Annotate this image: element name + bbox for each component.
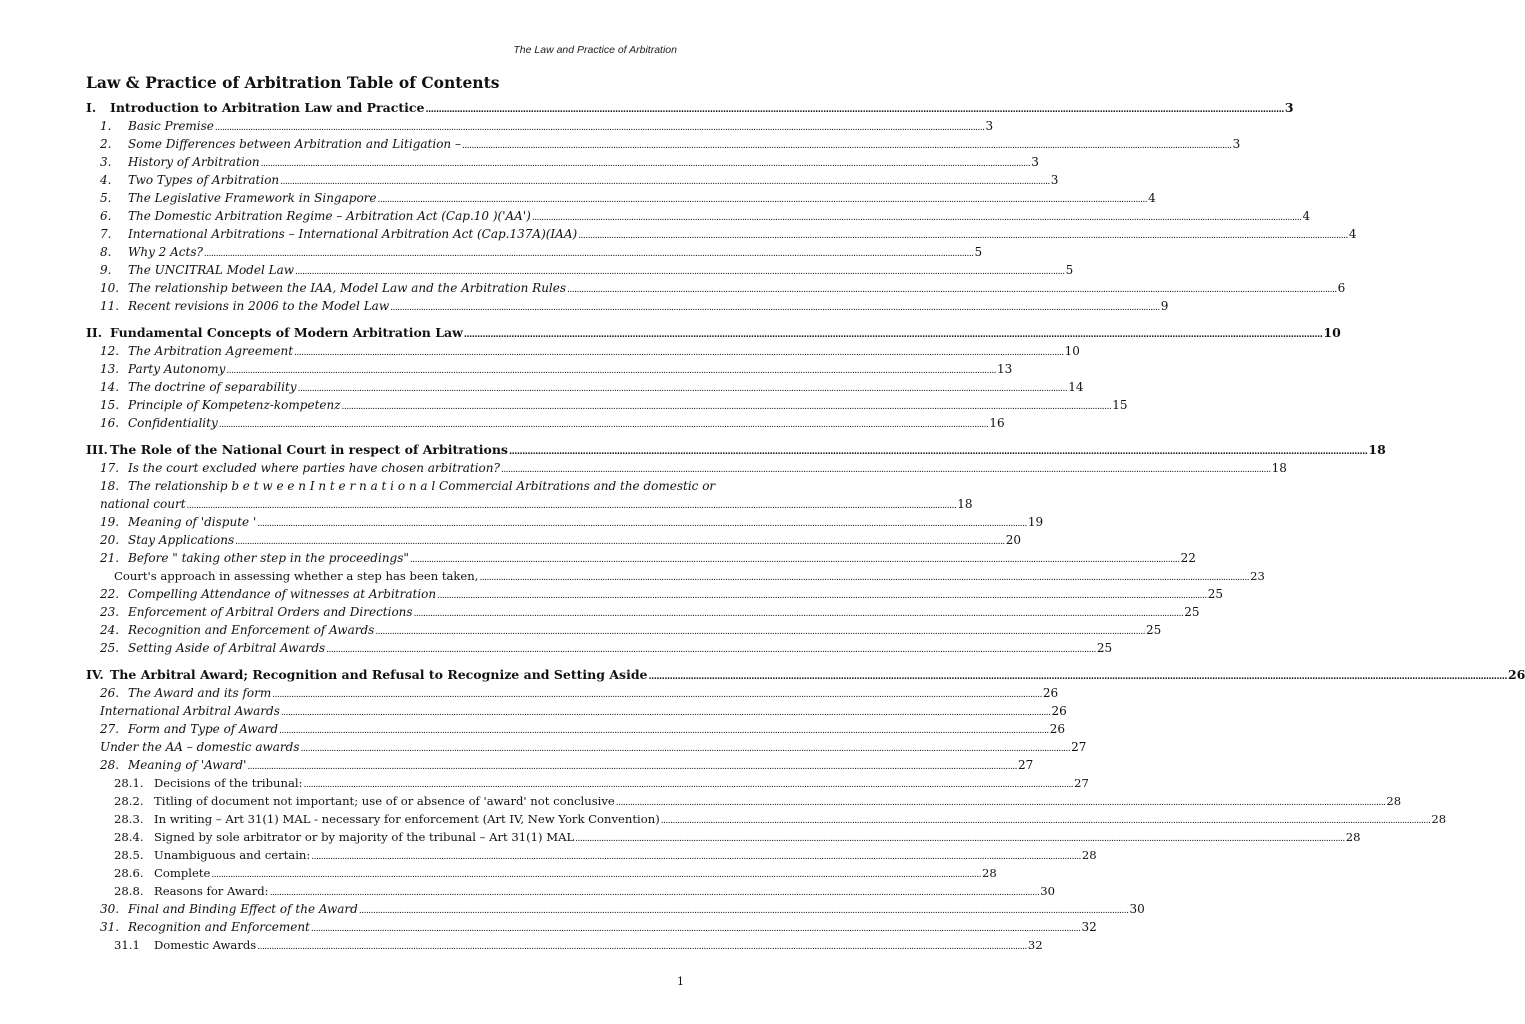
toc-entry-number: 4. [100, 173, 112, 187]
toc-entry-title: Basic Premise [128, 119, 214, 133]
toc-entry[interactable] [86, 776, 1089, 794]
dot-leader [326, 645, 1096, 655]
dot-leader [247, 762, 1017, 772]
dot-leader [257, 942, 1027, 952]
toc-entry-title: Principle of Kompetenz-kompetenz [128, 398, 341, 412]
toc-entry-number: 3. [100, 155, 112, 169]
dot-leader [272, 690, 1042, 700]
toc-entry[interactable] [86, 938, 1043, 956]
toc-entry-title: Titling of document not important; use of or absence of 'award' not conclusive [154, 794, 615, 808]
toc-entry-number: 28.4. [114, 830, 144, 844]
toc-page-number: 27 [1018, 758, 1034, 772]
page-number: 1 [677, 975, 684, 988]
section-gap [86, 317, 686, 325]
toc-entry-number: 8. [100, 245, 112, 259]
dot-leader [649, 672, 1507, 682]
toc-entry[interactable] [86, 362, 1013, 380]
toc-entry-title: Two Types of Arbitration [128, 173, 280, 187]
dot-leader [280, 177, 1050, 187]
toc-page-number: 32 [1027, 938, 1043, 952]
dot-leader [464, 330, 1322, 340]
toc-entry[interactable] [86, 263, 1074, 281]
dot-leader [532, 213, 1302, 223]
toc-entry-title: The Arbitral Award; Recognition and Refusal to Recognize and Setting Aside [110, 667, 648, 682]
toc-entry-title: Form and Type of Award [128, 722, 279, 736]
toc-entry[interactable] [86, 920, 1097, 938]
toc-entry[interactable] [86, 902, 1145, 920]
toc-page-number: 4 [1348, 227, 1357, 241]
toc-entry-number: 12. [100, 344, 120, 358]
toc-page-number: 28 [1431, 812, 1447, 826]
toc-entry-number: 31.1 [114, 938, 140, 952]
toc-entry[interactable] [86, 605, 1200, 623]
toc-entry-number: 31. [100, 920, 120, 934]
toc-entry-title: The UNCITRAL Model Law [128, 263, 295, 277]
toc-entry-title: Setting Aside of Arbitral Awards [128, 641, 326, 655]
toc-entry[interactable] [86, 704, 1067, 722]
toc-page-number: 30 [1129, 902, 1145, 916]
toc-entry-title: Confidentiality [128, 416, 218, 430]
toc-page-number: 22 [1180, 551, 1196, 565]
toc-entry[interactable] [86, 884, 1055, 902]
toc-entry-number: 28.3. [114, 812, 144, 826]
dot-leader [479, 573, 1249, 583]
toc-page-number: 26 [1049, 722, 1065, 736]
toc-entry-number: 19. [100, 515, 120, 529]
dot-leader [301, 744, 1071, 754]
dot-leader [414, 609, 1184, 619]
toc-page-number: 6 [1337, 281, 1346, 295]
toc-entry[interactable] [86, 686, 1059, 704]
toc-entry[interactable] [86, 299, 1169, 317]
dot-leader [342, 402, 1112, 412]
toc-entry-title: Unambiguous and certain: [154, 848, 311, 862]
toc-entry[interactable] [86, 794, 1402, 812]
toc-page-number: 26 [1507, 667, 1525, 682]
toc-page-number: 15 [1112, 398, 1128, 412]
toc-entry[interactable] [86, 281, 1346, 299]
dot-leader [257, 519, 1027, 529]
dot-leader [294, 348, 1064, 358]
toc-page-number: 28 [982, 866, 997, 880]
toc-entry-title: International Arbitral Awards [100, 704, 280, 718]
toc-section-heading[interactable] [86, 100, 1294, 119]
toc-entry-number: 11. [100, 299, 120, 313]
toc-entry[interactable] [86, 227, 1357, 245]
toc-entry-number: 22. [100, 587, 120, 601]
toc-page-number: 27 [1071, 740, 1087, 754]
toc-page-number: 25 [1145, 623, 1162, 637]
toc-page-number: 27 [1074, 776, 1089, 790]
toc-entry-title: Stay Applications [128, 533, 235, 547]
toc-entry-title: Fundamental Concepts of Modern Arbitration Law [110, 325, 463, 340]
toc-entry-number: 16. [100, 416, 120, 430]
dot-leader [501, 465, 1271, 475]
toc-entry[interactable] [86, 551, 1196, 569]
toc-entry-title: Why 2 Acts? [128, 245, 203, 259]
toc-entry-number: 28. [100, 758, 120, 772]
toc-entry[interactable] [86, 533, 1022, 551]
dot-leader [298, 384, 1068, 394]
toc-entry[interactable] [86, 740, 1087, 758]
dot-leader [578, 231, 1348, 241]
toc-entry-number: 15. [100, 398, 120, 412]
toc-section-heading[interactable] [86, 667, 1525, 686]
toc-page-number: 32 [1081, 920, 1097, 934]
dot-leader [375, 627, 1145, 637]
dot-leader [390, 303, 1160, 313]
running-header: The Law and Practice of Arbitration [513, 44, 677, 56]
toc-entry-number: 28.8. [114, 884, 144, 898]
toc-entry[interactable] [86, 497, 973, 515]
toc-page-number: 3 [1050, 173, 1059, 187]
toc-page-number: 5 [974, 245, 983, 259]
dot-leader [279, 726, 1049, 736]
toc-entry[interactable] [86, 641, 1113, 659]
toc-page-number: 9 [1160, 299, 1169, 313]
toc-page-number: 3 [1284, 100, 1294, 115]
toc-entry-number: 21. [100, 551, 120, 565]
toc-entry-number: 30. [100, 902, 120, 916]
toc-entry-title: Introduction to Arbitration Law and Practice [110, 100, 425, 115]
dot-leader [425, 105, 1283, 115]
dot-leader [219, 420, 989, 430]
toc-entry-title: History of Arbitration [128, 155, 260, 169]
dot-leader [215, 123, 985, 133]
toc-entry-title: The Domestic Arbitration Regime – Arbitration Act (Cap.10 )('AA') [128, 209, 531, 223]
toc-entry-title: Reasons for Award: [154, 884, 269, 898]
toc-page-number: 10 [1323, 325, 1341, 340]
toc-entry[interactable] [86, 866, 997, 884]
toc-entry-title: International Arbitrations – International Arbitration Act (Cap.137A)(IAA) [128, 227, 578, 241]
toc-entry-number: 27. [100, 722, 120, 736]
toc-entry[interactable] [86, 191, 1156, 209]
toc-entry-title: Recognition and Enforcement [128, 920, 310, 934]
toc-entry[interactable] [86, 245, 983, 263]
toc-entry-title: Recent revisions in 2006 to the Model Law [128, 299, 390, 313]
toc-page-number: 25 [1096, 641, 1113, 655]
toc-entry-number: 9. [100, 263, 112, 277]
dot-leader [616, 798, 1386, 808]
toc-entry-title: Complete [154, 866, 211, 880]
toc-entry-title: The Role of the National Court in respect of Arbitrations [110, 442, 508, 457]
toc-entry-number: 28.5. [114, 848, 144, 862]
toc-entry-number: 24. [100, 623, 120, 637]
toc-entry-title: Some Differences between Arbitration and Litigation – [128, 137, 461, 151]
dot-leader [462, 141, 1232, 151]
toc-entry[interactable] [86, 344, 1080, 362]
dot-leader [311, 852, 1081, 862]
toc-page-number: 25 [1184, 605, 1200, 619]
toc-entry-number: 1. [100, 119, 112, 133]
toc-page-number: 14 [1068, 380, 1084, 394]
toc-entry-title: The Award and its form [128, 686, 272, 700]
toc-entry-title: Court's approach in assessing whether a step has been taken, [114, 569, 479, 583]
toc-entry-title: The relationship between the IAA, Model Law and the Arbitration Rules [128, 281, 567, 295]
toc-section-heading[interactable] [86, 325, 1341, 344]
toc-entry-title: national court [100, 497, 186, 511]
toc-entry-number: 18. [100, 479, 120, 493]
toc-page-number: 26 [1042, 686, 1059, 700]
toc-entry-number: III. [86, 442, 108, 457]
toc-entry-title: Before " taking other step in the proceedings" [128, 551, 409, 565]
table-of-contents [86, 100, 1525, 964]
toc-page-number: 4 [1302, 209, 1311, 223]
dot-leader [235, 537, 1005, 547]
toc-page-number: 28 [1081, 848, 1097, 862]
toc-entry-title: Meaning of 'Award' [128, 758, 247, 772]
toc-entry-title: Under the AA – domestic awards [100, 740, 300, 754]
toc-page-number: 18 [957, 497, 973, 511]
dot-leader [311, 924, 1081, 934]
toc-page-number: 16 [989, 416, 1005, 430]
toc-page-number: 13 [997, 362, 1013, 376]
toc-entry-title: The Arbitration Agreement [128, 344, 294, 358]
toc-entry-number: 7. [100, 227, 112, 241]
toc-entry-title: The relationship b e t w e e n I n t e r n a t i o n a l Commercial Arbitrations and the domestic or [128, 479, 716, 493]
section-gap [86, 956, 686, 964]
section-gap [86, 434, 686, 442]
toc-entry-number: 20. [100, 533, 120, 547]
toc-page-number: 20 [1005, 533, 1022, 547]
toc-entry[interactable] [86, 416, 1005, 434]
toc-page-number: 10 [1064, 344, 1080, 358]
dot-leader [410, 555, 1180, 565]
toc-entry[interactable] [86, 722, 1065, 740]
toc-entry-number: I. [86, 100, 97, 115]
dot-leader [359, 906, 1129, 916]
toc-entry-number: 10. [100, 281, 120, 295]
dot-leader [261, 159, 1031, 169]
dot-leader [187, 501, 957, 511]
dot-leader [270, 888, 1040, 898]
toc-entry-title: Decisions of the tribunal: [154, 776, 303, 790]
toc-entry[interactable] [86, 587, 1224, 605]
toc-entry-number: 2. [100, 137, 112, 151]
toc-entry[interactable] [86, 623, 1162, 641]
toc-entry-title: Enforcement of Arbitral Orders and Directions [128, 605, 413, 619]
toc-entry-number: 14. [100, 380, 120, 394]
toc-entry-title: Party Autonomy [128, 362, 226, 376]
toc-entry[interactable] [86, 569, 1265, 587]
toc-entry[interactable] [86, 119, 994, 137]
dot-leader [509, 447, 1367, 457]
page-title: Law & Practice of Arbitration Table of Contents [86, 73, 500, 92]
toc-entry-title: Compelling Attendance of witnesses at Arbitration [128, 587, 437, 601]
toc-entry-number: 23. [100, 605, 120, 619]
toc-page-number: 5 [1065, 263, 1074, 277]
toc-page-number: 18 [1368, 442, 1386, 457]
toc-page-number: 4 [1148, 191, 1156, 205]
toc-entry[interactable] [86, 848, 1097, 866]
toc-entry[interactable] [86, 461, 1287, 479]
toc-page-number: 28 [1386, 794, 1402, 808]
dot-leader [567, 285, 1337, 295]
toc-entry-title: Signed by sole arbitrator or by majority of the tribunal – Art 31(1) MAL [154, 830, 575, 844]
toc-page-number: 3 [1232, 137, 1241, 151]
toc-entry-number: II. [86, 325, 103, 340]
toc-page-number: 25 [1207, 587, 1224, 601]
toc-entry-title: Recognition and Enforcement of Awards [128, 623, 375, 637]
toc-entry[interactable] [86, 398, 1128, 416]
toc-entry[interactable] [86, 173, 1059, 191]
dot-leader [304, 780, 1074, 790]
toc-entry[interactable] [86, 479, 716, 497]
toc-entry[interactable] [86, 515, 1044, 533]
toc-entry-title: Final and Binding Effect of the Award [128, 902, 358, 916]
toc-page-number: 19 [1027, 515, 1044, 529]
dot-leader [437, 591, 1207, 601]
toc-entry-number: 26. [100, 686, 120, 700]
toc-entry-number: 28.2. [114, 794, 144, 808]
toc-entry-number: 17. [100, 461, 120, 475]
toc-entry-number: 28.1. [114, 776, 144, 790]
dot-leader [378, 195, 1148, 205]
toc-entry-number: 6. [100, 209, 112, 223]
toc-entry-title: Is the court excluded where parties have chosen arbitration? [128, 461, 500, 475]
toc-page-number: 3 [1031, 155, 1039, 169]
toc-entry-title: The Legislative Framework in Singapore [128, 191, 377, 205]
dot-leader [575, 834, 1345, 844]
dot-leader [226, 366, 996, 376]
dot-leader [295, 267, 1065, 277]
dot-leader [204, 249, 974, 259]
toc-section-heading[interactable] [86, 442, 1386, 461]
toc-entry-title: Domestic Awards [154, 938, 257, 952]
toc-page-number: 18 [1271, 461, 1287, 475]
toc-page-number: 3 [985, 119, 994, 133]
toc-entry[interactable] [86, 758, 1034, 776]
toc-entry[interactable] [86, 812, 1447, 830]
toc-entry-number: 13. [100, 362, 120, 376]
toc-entry-title: In writing – Art 31(1) MAL - necessary for enforcement (Art IV, New York Convention) [154, 812, 660, 826]
toc-entry-number: 5. [100, 191, 112, 205]
toc-entry[interactable] [86, 830, 1361, 848]
toc-entry-number: 28.6. [114, 866, 144, 880]
section-gap [86, 659, 686, 667]
toc-entry-number: 25. [100, 641, 120, 655]
dot-leader [281, 708, 1051, 718]
toc-entry[interactable] [86, 209, 1311, 227]
toc-entry[interactable] [86, 137, 1241, 155]
toc-page-number: 28 [1345, 830, 1361, 844]
toc-entry[interactable] [86, 380, 1084, 398]
toc-page-number: 30 [1040, 884, 1055, 898]
dot-leader [211, 870, 981, 880]
toc-entry-title: Meaning of 'dispute ' [128, 515, 257, 529]
dot-leader [661, 816, 1431, 826]
toc-entry-number: IV. [86, 667, 104, 682]
toc-page-number: 26 [1051, 704, 1067, 718]
toc-page-number: 23 [1250, 569, 1265, 583]
toc-entry-title: The doctrine of separability [128, 380, 297, 394]
toc-entry[interactable] [86, 155, 1039, 173]
